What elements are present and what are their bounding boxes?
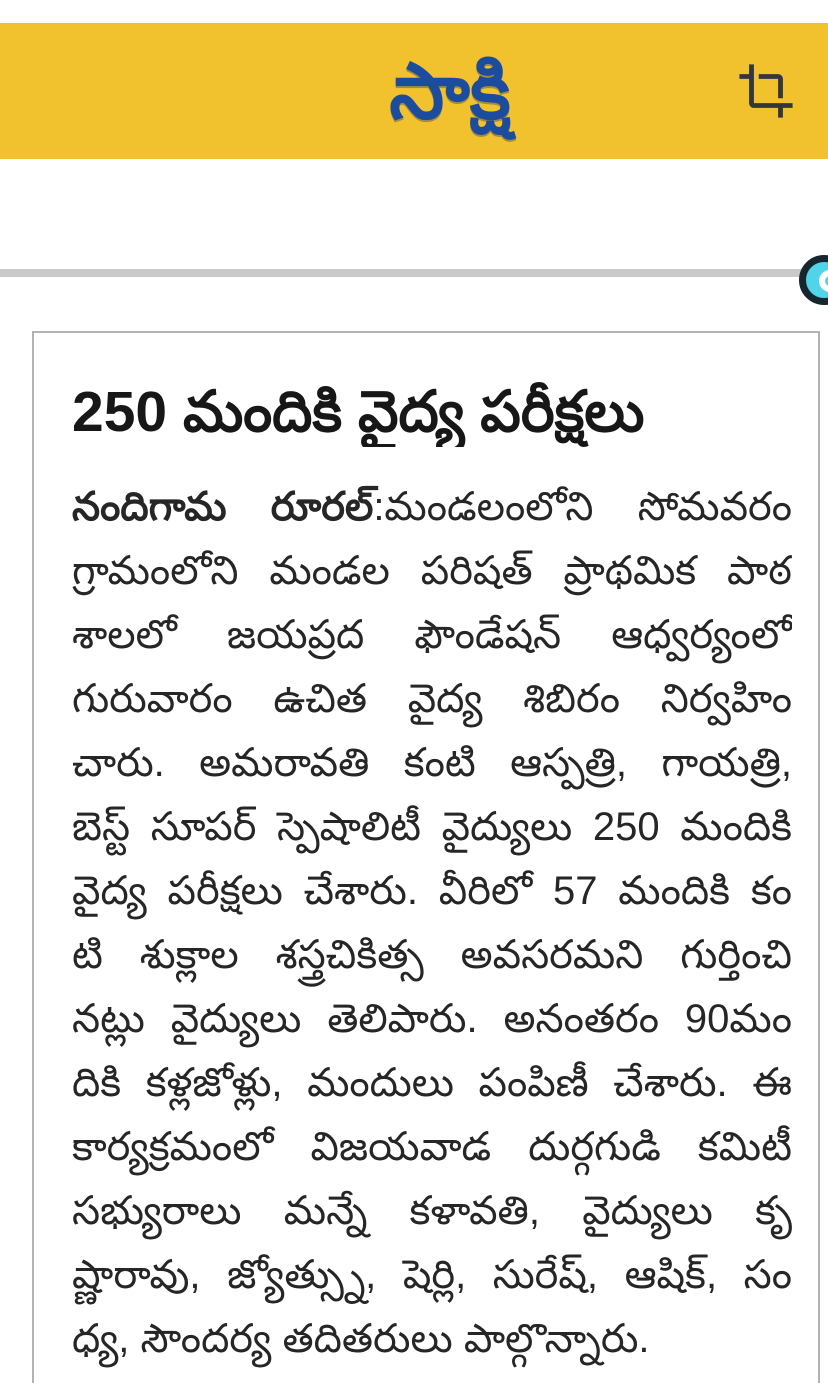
article-body (72, 475, 792, 1371)
sakshi-logo: సాక్షి (389, 47, 511, 135)
article-body-line: చారు. అమరావతి కంటి ఆస్పత్రి, గాయత్రి, (72, 741, 792, 785)
article-body-line: గురువారం ఉచిత వైద్య శిబిరం నిర్వహిం (72, 677, 792, 721)
article-body-line: టి శుక్లాల శస్త్రచికిత్స అవసరమని గుర్తించి (72, 933, 792, 977)
article-body-line: కార్యక్రమంలో విజయవాడ దుర్గగుడి కమిటీ (72, 1125, 792, 1169)
article-dateline: నందిగామ రూరల్ (72, 485, 374, 529)
article-first-line (72, 475, 792, 539)
article-body-lines (72, 539, 792, 1371)
article-body-line: గ్రామంలోని మండల పరిషత్ ప్రాథమిక పాఠ (72, 549, 792, 593)
article-body-line: వైద్య పరీక్షలు చేశారు. వీరిలో 57 మందికి కం (72, 869, 792, 913)
crop-button[interactable] (736, 61, 796, 121)
status-strip (0, 0, 828, 23)
article-body-line: దికి కళ్లజోళ్లు, మందులు పంపిణీ చేశారు. ఈ (72, 1061, 792, 1105)
app-header (0, 23, 828, 159)
article-body-line: నట్లు వైద్యులు తెలిపారు. అనంతరం 90మం (72, 997, 792, 1041)
article-body-line: బెస్ట్ సూపర్ స్పెషాలిటీ వైద్యులు 250 మందికి (72, 805, 792, 849)
crop-icon (737, 62, 795, 120)
article-body-line: శాలలో జయప్రద ఫౌండేషన్ ఆధ్వర్యంలో (72, 613, 792, 657)
article-first-line-text: :మండలంలోని సోమవరం (373, 485, 792, 529)
article-headline: 250 మందికి వైద్య పరీక్షలు (72, 380, 645, 444)
article-card (32, 331, 820, 1383)
article-body-line: సభ్యురాలు మన్నే కళావతి, వైద్యులు కృ (72, 1189, 792, 1233)
section-divider (0, 269, 806, 277)
drag-handle[interactable] (799, 255, 828, 305)
article-body-line: ధ్య, సౌందర్య తదితరులు పాల్గొన్నారు. (72, 1317, 650, 1361)
article-body-line: ష్ణారావు, జ్యోత్స్ను, షెర్లి, సురేష్, ఆషిక్, సం (72, 1253, 792, 1297)
drag-handle-inner-ring (819, 270, 828, 292)
